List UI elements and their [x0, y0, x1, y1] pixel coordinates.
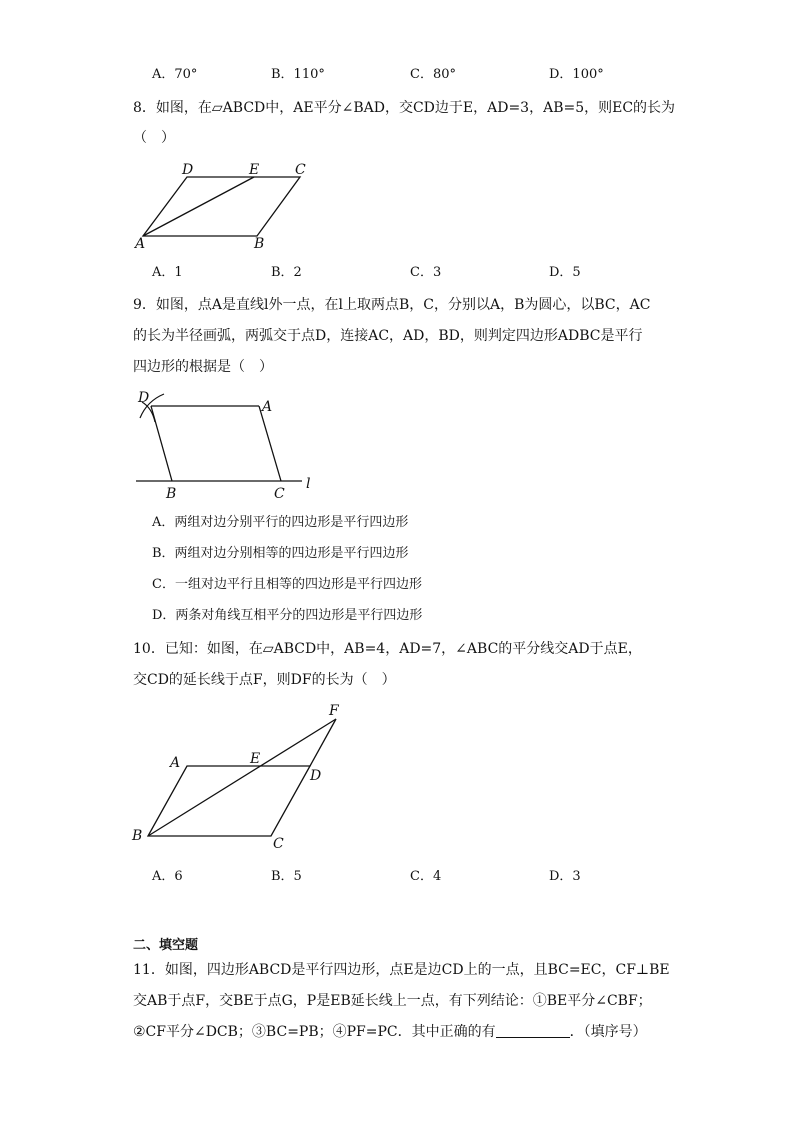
q11-question-line3 [133, 1022, 647, 1042]
q8-question-line2: （ ） [133, 130, 175, 146]
q8-option-c[interactable]: C．3 [410, 265, 442, 280]
q9-label-d: D [138, 390, 150, 406]
q9-label-c: C [274, 486, 285, 502]
q9-option-c[interactable]: C．一组对边平行且相等的四边形是平行四边形 [152, 577, 422, 592]
q7-option-d[interactable]: D．100° [549, 67, 604, 82]
q9-option-a[interactable]: A．两组对边分别平行的四边形是平行四边形 [152, 515, 409, 530]
q10-parallelogram-figure [128, 700, 358, 856]
q7-option-a[interactable]: A．70° [152, 67, 198, 82]
q10-segment-df [310, 719, 336, 766]
q9-question-line2: 的长为半径画弧，两弧交于点D，连接AC，AD，BD，则判定四边形ADBC是平行 [133, 328, 643, 344]
q8-parallelogram [143, 177, 300, 236]
q8-option-b[interactable]: B．2 [271, 265, 302, 280]
q9-segment-ac [259, 406, 281, 481]
q10-label-f: F [329, 703, 339, 719]
q7-option-b[interactable]: B．110° [271, 67, 325, 82]
q10-label-a: A [170, 755, 181, 771]
q8-question-line1: 8．如图，在▱ABCD中，AE平分∠BAD，交CD边于E，AD=3，AB=5，则EC的长为 [133, 100, 676, 116]
q11-question-line1: 11．如图，四边形ABCD是平行四边形，点E是边CD上的一点，且BC=EC，CF⊥BE [133, 962, 670, 978]
q8-label-c: C [295, 162, 306, 178]
q10-option-d[interactable]: D．3 [549, 869, 581, 884]
q9-label-l: l [306, 476, 311, 492]
q11-answer-blank[interactable] [496, 1023, 570, 1038]
q10-segment-bf [148, 719, 336, 836]
q10-label-d: D [310, 768, 322, 784]
q9-option-d[interactable]: D．两条对角线互相平分的四边形是平行四边形 [152, 608, 423, 623]
q9-option-b[interactable]: B．两组对边分别相等的四边形是平行四边形 [152, 546, 409, 561]
q11-question-line2: 交AB于点F，交BE于点G，P是EB延长线上一点，有下列结论：①BE平分∠CBF； [133, 993, 652, 1009]
q9-question-line3: 四边形的根据是（ ） [133, 359, 273, 375]
q8-segment-ae [143, 177, 254, 236]
q9-question-line1: 9．如图，点A是直线l外一点，在l上取两点B，C，分别以A，B为圆心，以BC，AC [133, 297, 651, 313]
q11-line3-tail: ．（填序号） [569, 1024, 647, 1040]
q10-label-c: C [273, 836, 284, 852]
q10-label-b: B [132, 828, 143, 844]
q11-line3-text: ②CF平分∠DCB；③BC=PB；④PF=PC．其中正确的有 [133, 1024, 496, 1040]
q10-option-c[interactable]: C．4 [410, 869, 442, 884]
q9-construction-figure [130, 382, 330, 504]
q8-parallelogram-figure [130, 160, 330, 252]
q8-label-d: D [182, 162, 194, 178]
q8-label-b: B [254, 236, 265, 252]
q8-option-d[interactable]: D．5 [549, 265, 581, 280]
q7-option-c[interactable]: C．80° [410, 67, 456, 82]
q10-question-line1: 10．已知：如图，在▱ABCD中，AB=4，AD=7，∠ABC的平分线交AD于点E， [133, 641, 642, 657]
q10-option-b[interactable]: B．5 [271, 869, 302, 884]
q8-label-a: A [135, 236, 146, 252]
section-title-fill-in: 二、填空题 [133, 938, 199, 953]
q10-parallelogram [148, 766, 310, 836]
q8-option-a[interactable]: A．1 [152, 265, 183, 280]
q10-label-e: E [250, 751, 261, 767]
q9-label-b: B [166, 486, 177, 502]
q8-label-e: E [249, 162, 260, 178]
q10-option-a[interactable]: A．6 [152, 869, 183, 884]
q10-question-line2: 交CD的延长线于点F，则DF的长为（ ） [133, 672, 396, 688]
q9-label-a: A [262, 399, 273, 415]
